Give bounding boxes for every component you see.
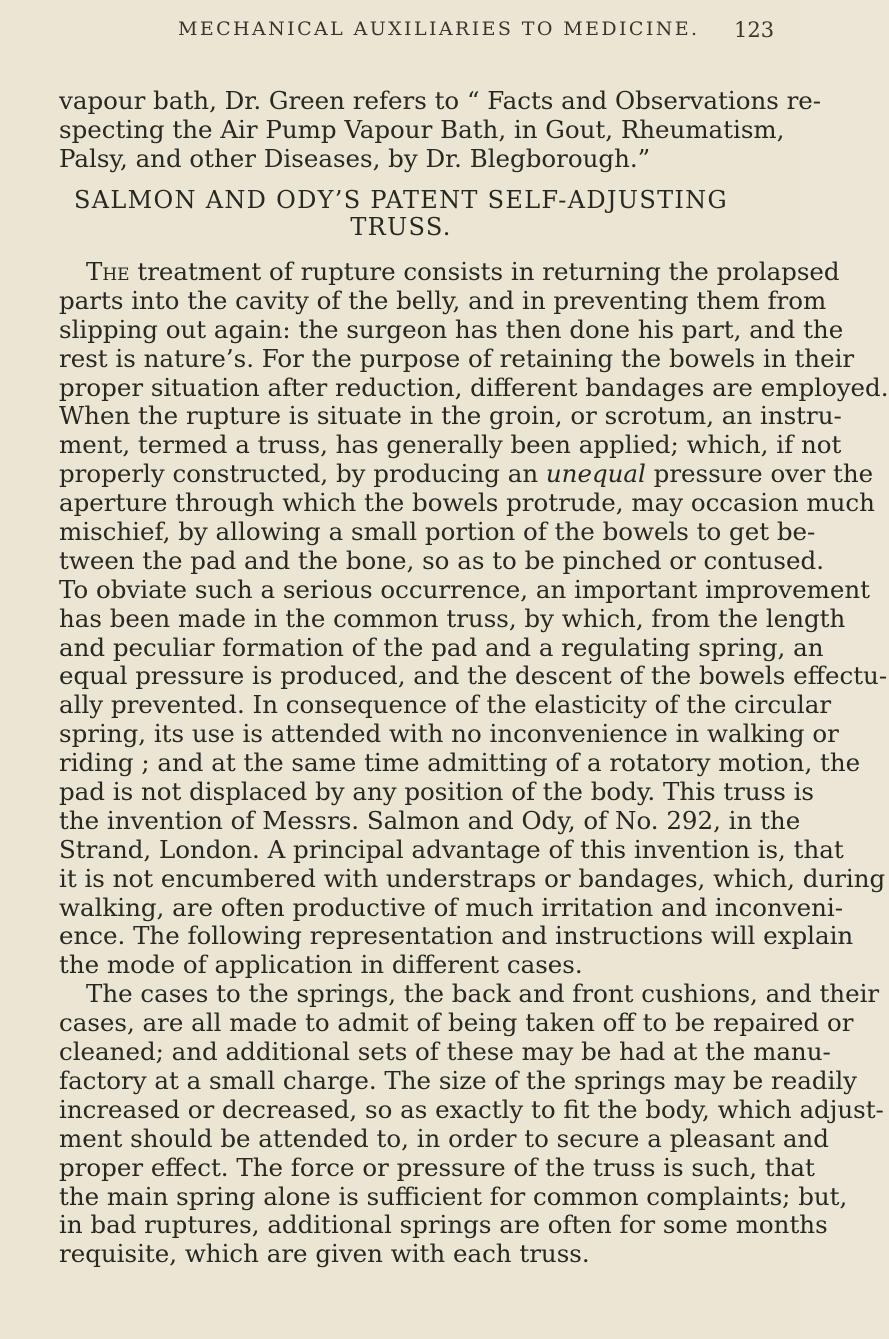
running-title: MECHANICAL AUXILIARIES TO MEDICINE. — [178, 18, 700, 40]
text-line: the main spring alone is sufficient for common complaints; but, — [59, 1181, 848, 1211]
text-line: aperture through which the bowels protrude, may occasion much — [59, 488, 875, 518]
text-line: riding ; and at the same time admitting of a rotatory motion, the — [59, 748, 861, 778]
text-line: slipping out again: the surgeon has then done his part, and the — [59, 314, 844, 344]
text-line: vapour bath, Dr. Green refers to “ Facts and Observations re- — [59, 86, 822, 115]
italic-word: unequal — [545, 459, 646, 489]
text-line: To obviate such a serious occurrence, an important improvement — [59, 574, 871, 604]
heading-line: TRUSS. — [350, 213, 452, 241]
text-line: proper effect. The force or pressure of the truss is such, that — [59, 1152, 815, 1182]
text-line: factory at a small charge. The size of the springs may be readily — [59, 1065, 858, 1095]
text-line: increased or decreased, so as exactly to fit the body, which adjust- — [59, 1094, 884, 1124]
text-line: ence. The following representation and instructions will explain — [59, 921, 854, 951]
text-line: ment, termed a truss, has generally been applied; which, if not — [59, 430, 842, 460]
text-line: in bad ruptures, additional springs are often for some months — [59, 1210, 828, 1240]
text-line: cleaned; and additional sets of these may be had at the manu- — [59, 1037, 831, 1067]
text-line: Palsy, and other Diseases, by Dr. Blegborough.” — [59, 143, 651, 173]
text-fragment: treatment of rupture consists in returning the prolapsed — [129, 257, 840, 286]
text-line: the invention of Messrs. Salmon and Ody, of No. 292, in the — [59, 805, 801, 835]
text-fragment: pressure over the — [645, 459, 874, 489]
text-line: has been made in the common truss, by which, from the length — [59, 603, 846, 633]
body-text — [59, 257, 889, 1269]
text-line: requisite, which are given with each truss. — [59, 1239, 590, 1269]
text-line: When the rupture is situate in the groin, or scrotum, an instru- — [59, 401, 842, 431]
text-line: parts into the cavity of the belly, and in preventing them from — [59, 285, 827, 315]
heading-line: SALMON AND ODY’S PATENT SELF-ADJUSTING — [74, 186, 728, 214]
text-line: ment should be attended to, in order to secure a pleasant and — [59, 1123, 829, 1153]
running-head — [0, 18, 800, 50]
text-line: equal pressure is produced, and the descent of the bowels effectu- — [59, 661, 888, 691]
text-line: proper situation after reduction, different bandages are employed. — [59, 372, 889, 402]
text-line: mischief, by allowing a small portion of the bowels to get be- — [59, 517, 816, 547]
text-line: cases, are all made to admit of being taken off to be repaired or — [59, 1008, 854, 1038]
text-line: tween the pad and the bone, so as to be pinched or contused. — [59, 545, 824, 575]
text-line: and peculiar formation of the pad and a regulating spring, an — [59, 632, 824, 662]
text-line: ally prevented. In consequence of the elasticity of the circular — [59, 690, 832, 720]
text-line: walking, are often productive of much irritation and inconveni- — [59, 892, 844, 922]
text-line: The cases to the springs, the back and front cushions, and their — [86, 979, 880, 1009]
section-heading — [59, 187, 743, 241]
text-line: the mode of application in different cases. — [59, 950, 583, 980]
text-line — [59, 257, 840, 287]
text-fragment: properly constructed, by producing an — [59, 459, 546, 489]
text-line: pad is not displaced by any position of the body. This truss is — [59, 777, 814, 807]
text-line: spring, its use is attended with no inconvenience in walking or — [59, 719, 839, 749]
text-line: rest is nature’s. For the purpose of retaining the bowels in their — [59, 343, 855, 373]
text-line: Strand, London. A principal advantage of this invention is, that — [59, 834, 844, 864]
text-line: specting the Air Pump Vapour Bath, in Gout, Rheumatism, — [59, 114, 785, 144]
intro-paragraph — [59, 86, 822, 174]
text-line — [59, 459, 874, 489]
text-line: it is not encumbered with understraps or bandages, which, during — [59, 863, 886, 893]
page-number: 123 — [734, 18, 775, 42]
drop-word: The — [86, 257, 130, 286]
